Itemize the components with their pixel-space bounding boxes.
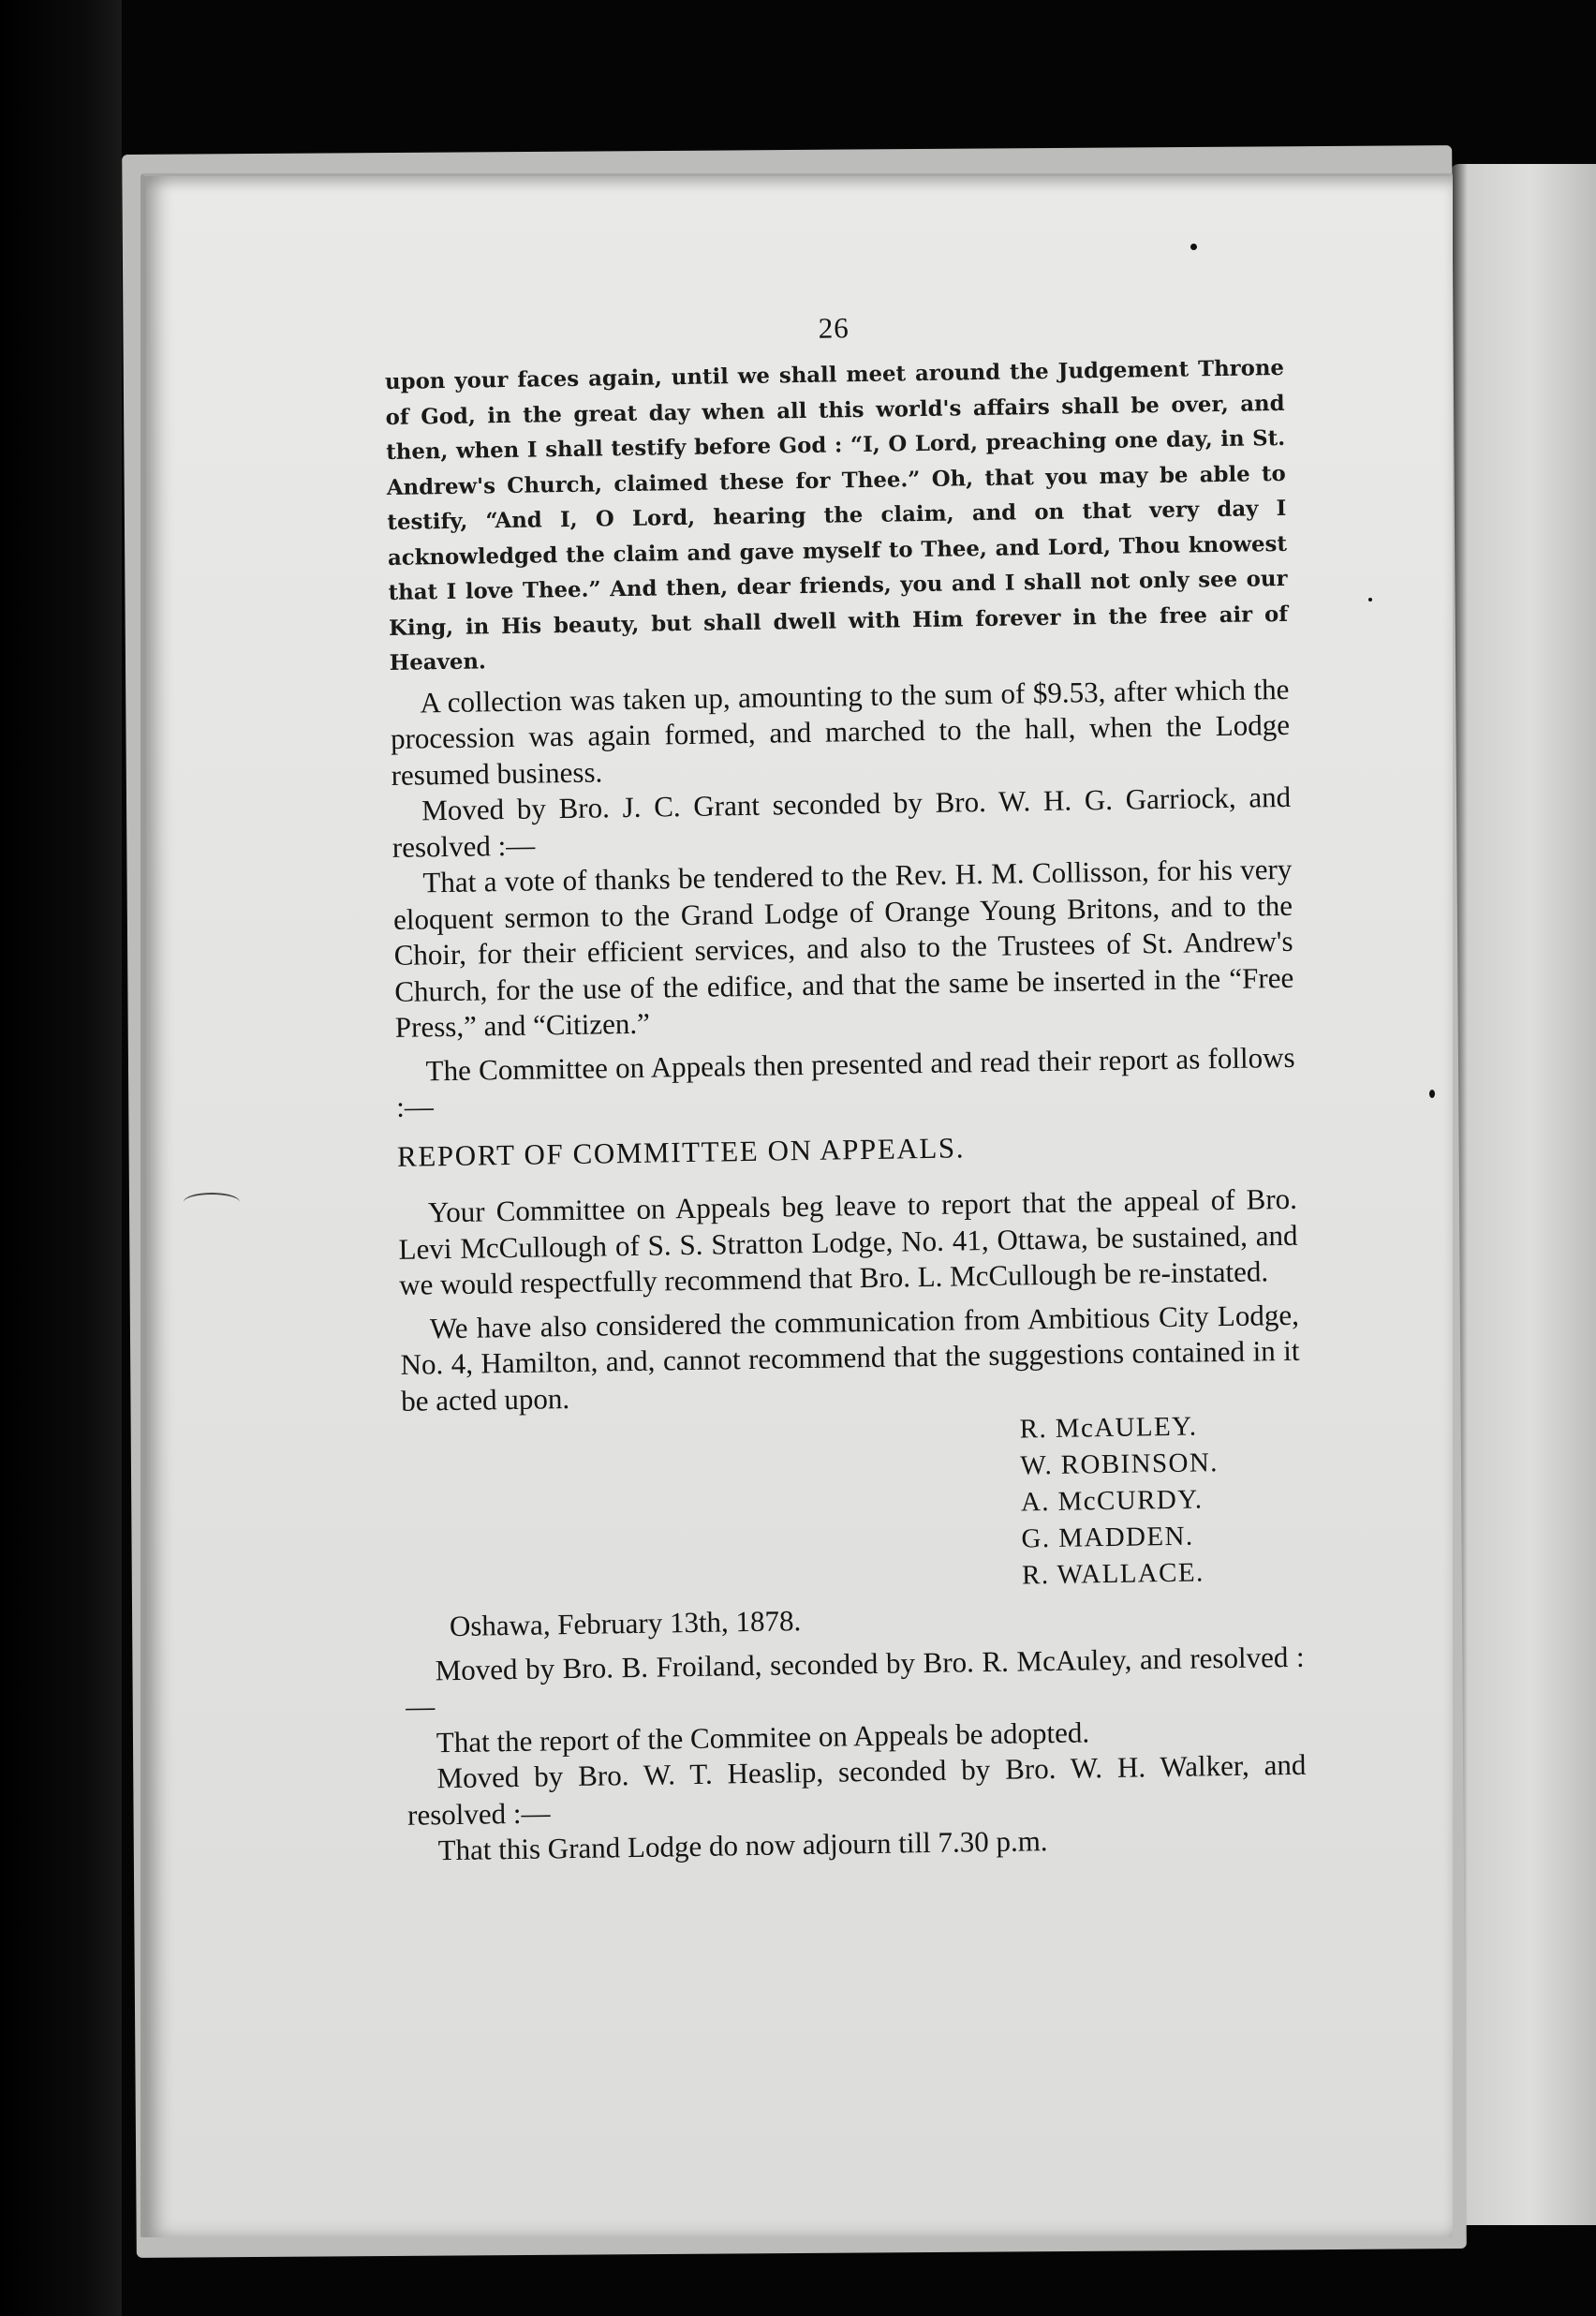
hair-mark (184, 1193, 240, 1211)
report-paragraph-1: Your Committee on Appeals beg leave to report that the appeal of Bro. Levi McCullough of S. S. Stratton Lodge, No. 41, Ottawa, be sustained, and we would respectfully recommend that Bro. L. McCullough be re-instated. (398, 1181, 1298, 1301)
signatory: R. WALLACE. (1021, 1557, 1204, 1591)
report-title: REPORT OF COMMITTEE ON APPEALS. (396, 1130, 966, 1173)
ink-speck (1429, 1090, 1435, 1098)
report-paragraph-2: We have also considered the communication from Ambitious City Lodge, No. 4, Hamilton, and, cannot recommend that the suggestions contained in it be acted upon. (400, 1298, 1300, 1418)
collection-paragraph: A collection was taken up, amounting to the sum of $9.53, after which the procession was again formed, and marched to the hall, when the Lodge resumed business. (390, 672, 1291, 792)
signatory: G. MADDEN. (1021, 1521, 1194, 1554)
adjourn-resolution: That this Grand Lodge do now adjourn till 7.30 p.m. (437, 1824, 1048, 1867)
sermon-closing-text: upon your faces again, until we shall meet around the Judgement Throne of God, in the great day when all this world's affairs shall be over, and then, when I shall testify before God : “I, O Lord, preaching one day, in St. Andrew's Church, claimed these for Thee.” Oh, that you may be able to testify, “And I, O Lord, hearing the claim, and on that very day I acknowledged the claim and gave myself to Thee, and Lord, Thou knowest that I love Thee.” And then, dear friends, you and I shall not only see our King, in His beauty, but shall dwell with Him forever in the free air of Heaven. (384, 355, 1289, 676)
appeals-intro: The Committee on Appeals then presented and read their report as follows :— (395, 1040, 1295, 1123)
page-number: 26 (818, 311, 850, 345)
minutes (390, 671, 1308, 1869)
signatory: R. McAULEY. (1019, 1411, 1198, 1445)
facing-page-edge (1450, 164, 1596, 2225)
signatories (1019, 1407, 1303, 1595)
thanks-resolution: That a vote of thanks be tendered to the Rev. H. M. Collisson, for his very eloquent sermon to the Grand Lodge of Orange Young Britons, and to the Choir, for their efficient services, and also to the Trustees of St. Andrew's Church, for the use of the edifice, and that the same be inserted in the “Free Press,” and “Citizen.” (392, 852, 1294, 1044)
ink-speck (1190, 244, 1197, 250)
page-content (384, 304, 1308, 1869)
ink-speck (1368, 598, 1372, 601)
scan-dark-margin (0, 0, 122, 2316)
motion-heaslip: Moved by Bro. W. T. Heaslip, seconded by Bro. W. H. Walker, and resolved :— (406, 1747, 1307, 1832)
report-dateline: Oshawa, February 13th, 1878. (449, 1604, 802, 1643)
motion-froiland: Moved by Bro. B. Froiland, seconded by Bro. R. McAuley, and resolved :— (405, 1640, 1305, 1723)
signatory: A. McCURDY. (1020, 1484, 1204, 1518)
adopt-resolution: That the report of the Commitee on Appeals be adopted. (436, 1715, 1090, 1759)
motion-grant: Moved by Bro. J. C. Grant seconded by Bro. W. H. G. Garriock, and resolved :— (392, 779, 1292, 864)
signatory: W. ROBINSON. (1020, 1448, 1219, 1481)
